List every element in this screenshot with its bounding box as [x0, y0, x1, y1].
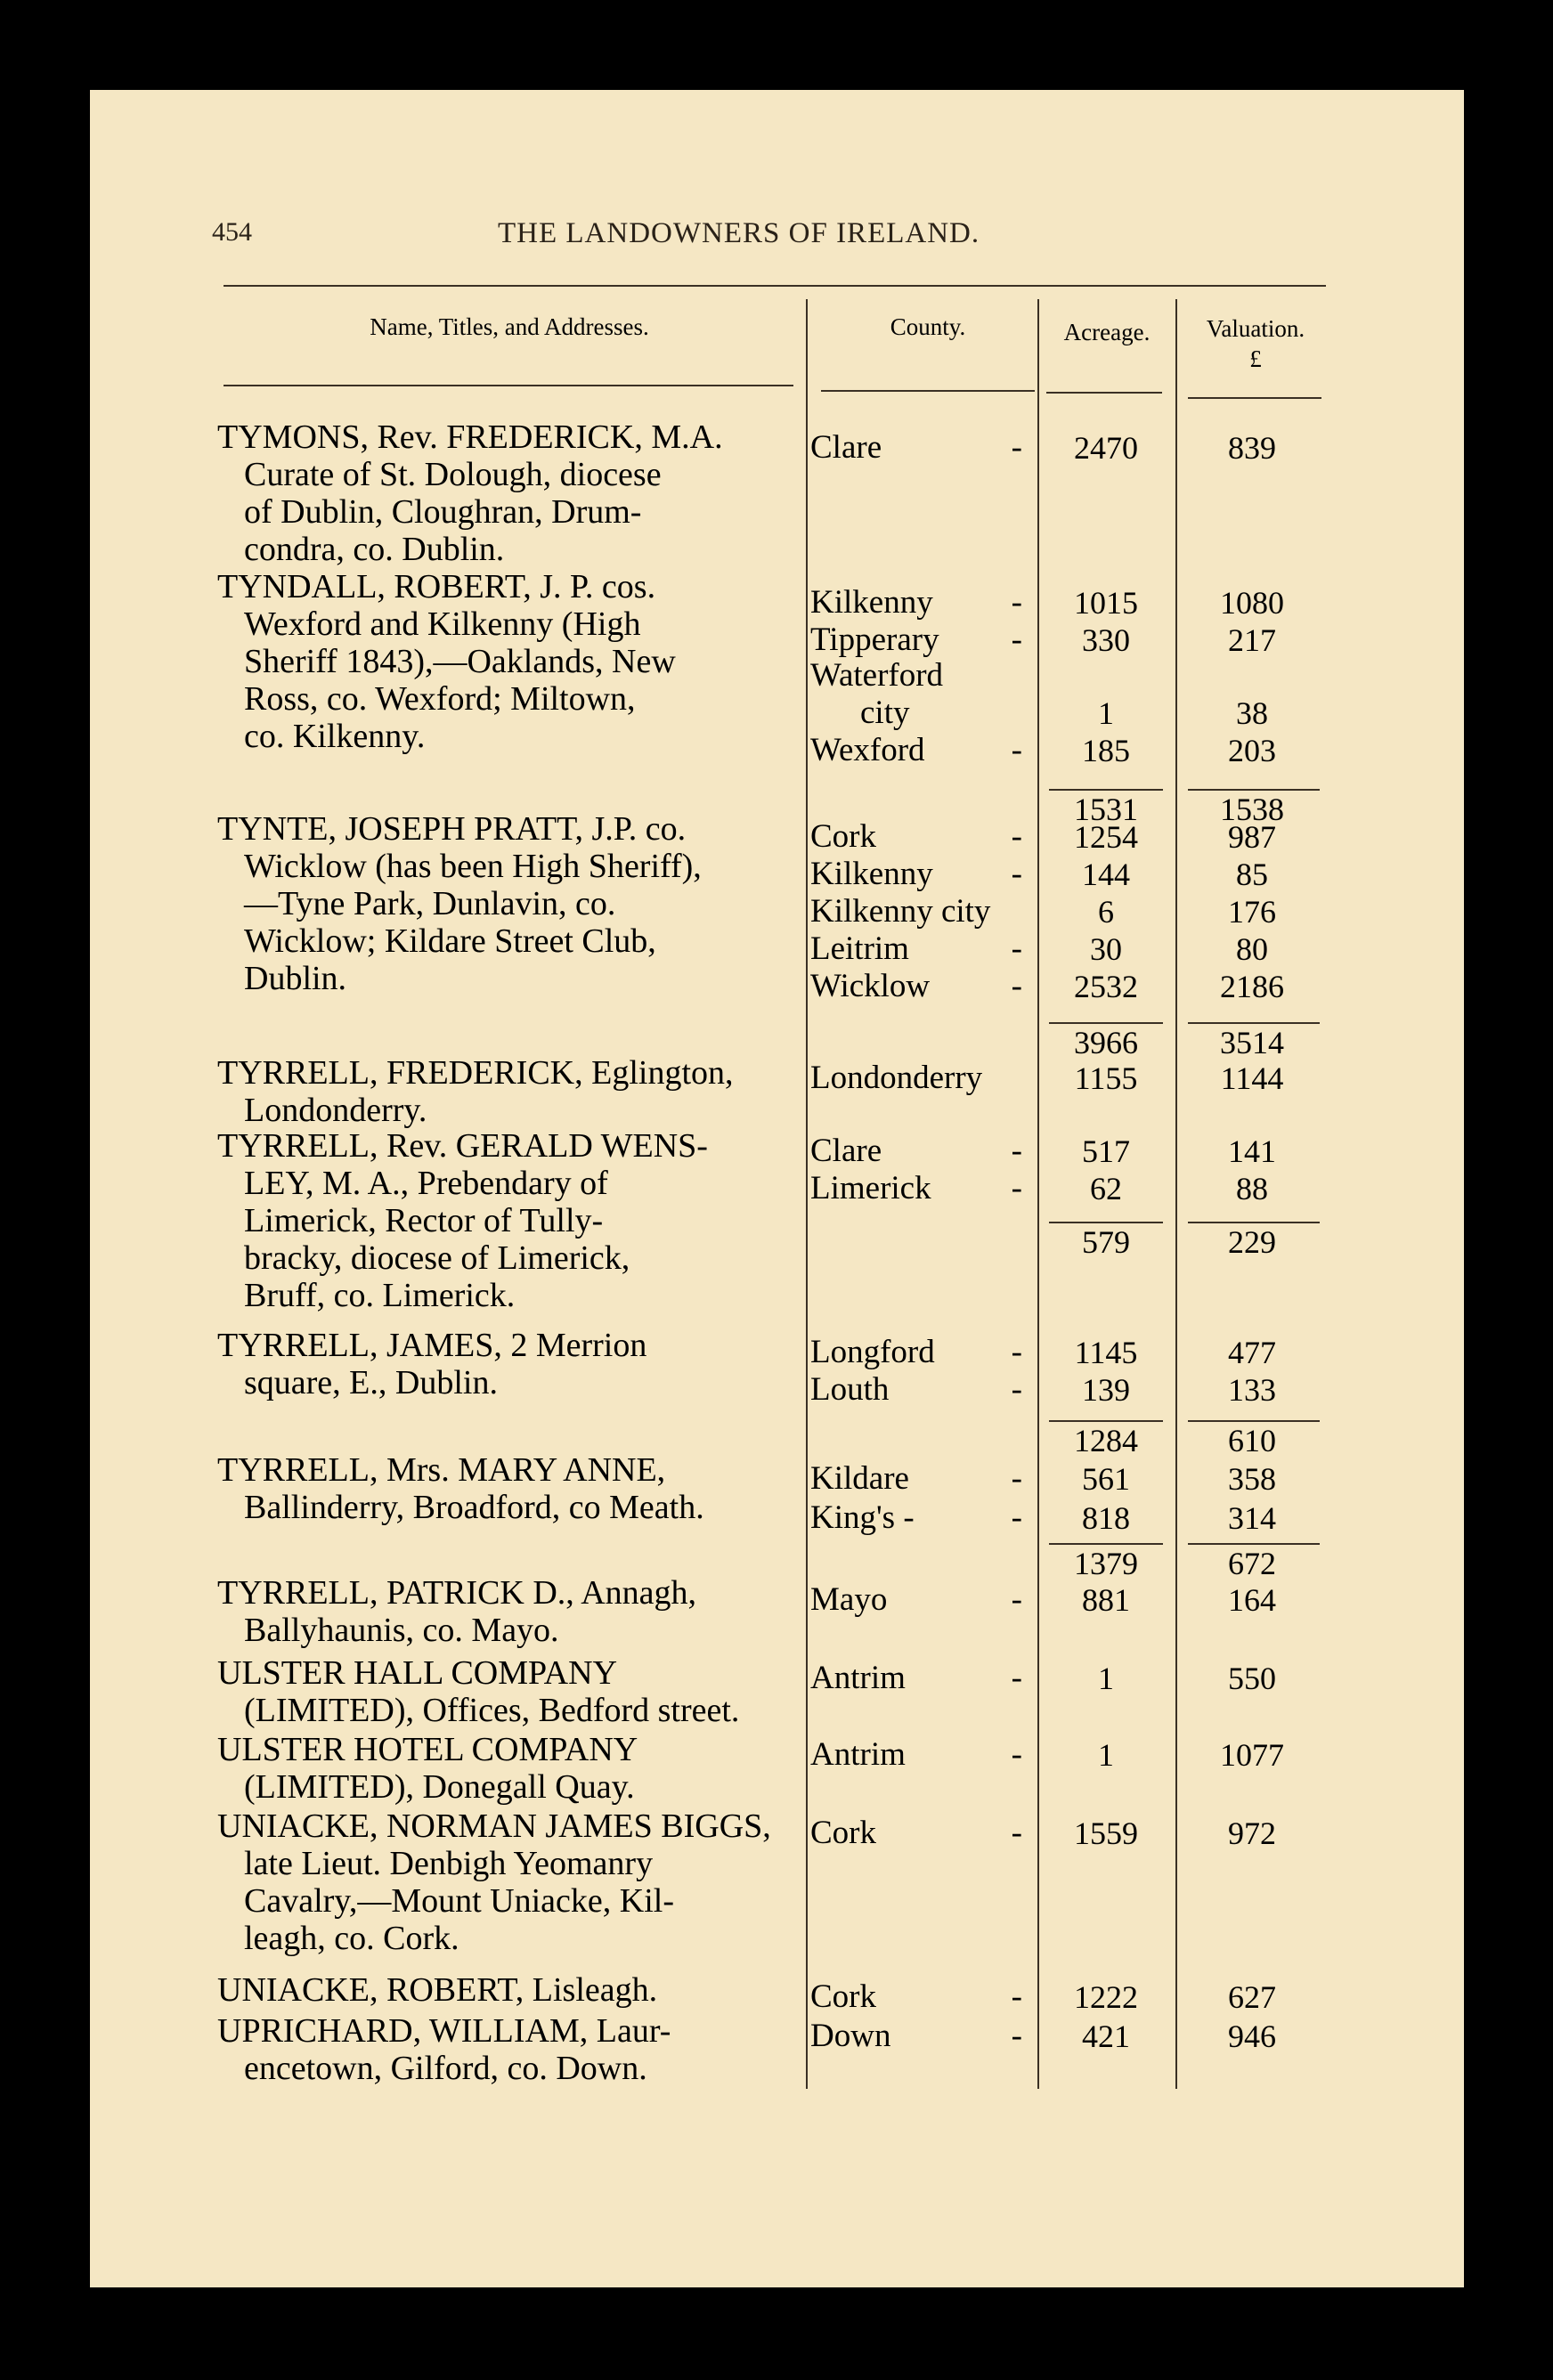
acreage-value: 1145 — [1074, 1335, 1138, 1370]
landowner-entry — [217, 418, 805, 568]
county-name: Kilkenny city — [810, 893, 991, 930]
acreage-value: 421 — [1082, 2019, 1130, 2054]
valuation-value: 1080 — [1220, 585, 1284, 621]
landowner-entry — [217, 1054, 805, 1129]
header-rule-name — [224, 385, 793, 386]
valuation-value: 2186 — [1220, 969, 1284, 1004]
table-top-rule — [224, 285, 1326, 287]
acreage-value: 139 — [1082, 1372, 1130, 1408]
landowner-entry — [217, 1574, 805, 1649]
acreage-value: 2470 — [1074, 430, 1138, 466]
entry-address-line: Wicklow (has been High Sheriff), — [244, 848, 702, 885]
county-dash: - — [1011, 856, 1022, 892]
county-cell — [810, 1815, 1033, 1852]
valuation-value: 80 — [1236, 931, 1268, 967]
acreage-value: 6 — [1098, 894, 1114, 930]
county-name: Clare — [810, 429, 882, 466]
county-cell — [810, 893, 1033, 930]
county-dash: - — [1011, 818, 1022, 855]
county-name: Mayo — [810, 1581, 888, 1618]
county-name: Cork — [810, 1978, 876, 2015]
county-cell — [810, 1499, 1033, 1537]
valuation-value: 839 — [1228, 430, 1276, 466]
county-cell — [810, 856, 1033, 893]
valuation-value: 38 — [1236, 695, 1268, 731]
valuation-value: 987 — [1228, 819, 1276, 855]
county-cell — [810, 1133, 1033, 1170]
county-dash: - — [1011, 1660, 1022, 1696]
county-cell — [810, 657, 1033, 695]
county-cell — [810, 968, 1033, 1005]
acreage-total: 3966 — [1074, 1025, 1138, 1060]
valuation-total: 1538 — [1220, 792, 1284, 827]
entry-name-line: TYRRELL, FREDERICK, Eglington, — [217, 1054, 734, 1092]
header-rule-county — [821, 390, 1035, 392]
entry-name-line: TYRRELL, Mrs. MARY ANNE, — [217, 1451, 666, 1489]
entry-address-line: —Tyne Park, Dunlavin, co. — [244, 885, 616, 922]
entry-address-line: Londonderry. — [244, 1092, 427, 1129]
county-dash: - — [1011, 1371, 1022, 1408]
county-name: Kilkenny — [810, 584, 933, 621]
county-cell — [810, 1978, 1033, 2016]
county-dash: - — [1011, 1460, 1022, 1497]
county-dash: - — [1011, 429, 1022, 466]
county-cell — [810, 584, 1033, 621]
running-title: THE LANDOWNERS OF IRELAND. — [498, 217, 980, 249]
entry-address-line: Ross, co. Wexford; Miltown, — [244, 680, 636, 718]
county-dash: - — [1011, 1133, 1022, 1169]
county-name: Antrim — [810, 1660, 906, 1696]
entry-name-line: TYNDALL, ROBERT, J. P. cos. — [217, 568, 656, 605]
county-name: Limerick — [810, 1170, 931, 1206]
county-cell — [810, 429, 1033, 467]
page-number: 454 — [212, 217, 252, 247]
county-name: Louth — [810, 1371, 890, 1408]
landowner-entry — [217, 1807, 805, 1957]
county-dash: - — [1011, 1815, 1022, 1851]
valuation-total: 3514 — [1220, 1025, 1284, 1060]
acreage-value: 2532 — [1074, 969, 1138, 1004]
county-cell — [810, 1460, 1033, 1498]
valuation-value: 627 — [1228, 1979, 1276, 2015]
valuation-value: 550 — [1228, 1661, 1276, 1696]
valuation-value: 1144 — [1220, 1060, 1284, 1096]
entry-address-line: Limerick, Rector of Tully- — [244, 1202, 604, 1239]
county-name: Waterford — [810, 657, 944, 694]
county-name: Kildare — [810, 1460, 909, 1497]
entry-address-line: Sheriff 1843),—Oaklands, New — [244, 643, 676, 680]
acreage-value: 517 — [1082, 1133, 1130, 1169]
county-dash: - — [1011, 1736, 1022, 1773]
column-divider-1 — [806, 299, 808, 2089]
valuation-total: 229 — [1228, 1224, 1276, 1260]
valuation-value: 141 — [1228, 1133, 1276, 1169]
entry-address-line: Cavalry,—Mount Uniacke, Kil- — [244, 1882, 674, 1920]
county-dash: - — [1011, 1170, 1022, 1206]
landowner-entry — [217, 1127, 805, 1314]
county-cell — [810, 818, 1033, 856]
entry-address-line: LEY, M. A., Prebendary of — [244, 1165, 608, 1202]
acreage-value: 1 — [1098, 1661, 1114, 1696]
entry-address-line: bracky, diocese of Limerick, — [244, 1239, 630, 1277]
entry-name-line: TYRRELL, JAMES, 2 Merrion — [217, 1327, 647, 1364]
valuation-label: Valuation. — [1206, 315, 1305, 342]
column-header-valuation — [1184, 313, 1327, 402]
valuation-value: 1077 — [1220, 1737, 1284, 1773]
acreage-total: 1379 — [1074, 1546, 1138, 1581]
acreage-value: 30 — [1090, 931, 1122, 967]
acreage-value: 1559 — [1074, 1815, 1138, 1851]
county-dash: - — [1011, 2018, 1022, 2054]
landowner-entry — [217, 1654, 805, 1729]
valuation-value: 88 — [1236, 1171, 1268, 1206]
valuation-value: 217 — [1228, 622, 1276, 658]
landowner-entry — [217, 2012, 805, 2087]
county-cell — [810, 1060, 1033, 1097]
county-name: Longford — [810, 1334, 935, 1370]
county-name: Cork — [810, 1815, 876, 1851]
entry-address-line: Dublin. — [244, 960, 347, 997]
valuation-value: 477 — [1228, 1335, 1276, 1370]
header-rule-valuation — [1188, 397, 1321, 399]
column-divider-2 — [1037, 299, 1039, 2089]
county-name: Wexford — [810, 732, 925, 768]
entry-address-line: Wexford and Kilkenny (High — [244, 605, 641, 643]
county-dash: - — [1011, 621, 1022, 658]
valuation-total: 610 — [1228, 1423, 1276, 1458]
entry-name-line: UNIACKE, NORMAN JAMES BIGGS, — [217, 1807, 771, 1845]
valuation-total: 672 — [1228, 1546, 1276, 1581]
county-cell — [810, 2018, 1033, 2055]
entry-name-line: UPRICHARD, WILLIAM, Laur- — [217, 2012, 671, 2050]
entry-name-line: TYNTE, JOSEPH PRATT, J.P. co. — [217, 810, 687, 848]
acreage-value: 561 — [1082, 1461, 1130, 1497]
acreage-total: 1284 — [1074, 1423, 1138, 1458]
landowner-entry — [217, 1327, 805, 1401]
county-name: Kilkenny — [810, 856, 933, 892]
county-dash: - — [1011, 584, 1022, 621]
county-name: King's - — [810, 1499, 915, 1536]
entry-address-line: (LIMITED), Offices, Bedford street. — [244, 1692, 740, 1729]
landowner-entry — [217, 1731, 805, 1806]
entry-name-line: TYRRELL, PATRICK D., Annagh, — [217, 1574, 697, 1612]
county-dash: - — [1011, 930, 1022, 967]
acreage-value: 62 — [1090, 1171, 1122, 1206]
county-cell — [810, 1371, 1033, 1409]
county-name: Antrim — [810, 1736, 906, 1773]
county-name: Londonderry — [810, 1060, 983, 1096]
county-cell — [810, 1334, 1033, 1371]
entry-address-line: Bruff, co. Limerick. — [244, 1277, 516, 1314]
entry-name-line: TYRRELL, Rev. GERALD WENS- — [217, 1127, 708, 1165]
county-dash: - — [1011, 732, 1022, 768]
entry-address-line: (LIMITED), Donegall Quay. — [244, 1768, 635, 1806]
county-name: Down — [810, 2018, 891, 2054]
entry-address-line: Ballyhaunis, co. Mayo. — [244, 1612, 559, 1649]
column-header-acreage: Acreage. — [1063, 319, 1151, 345]
entry-address-line: condra, co. Dublin. — [244, 531, 505, 568]
valuation-value: 133 — [1228, 1372, 1276, 1408]
page-header — [90, 217, 1464, 262]
valuation-unit: £ — [1249, 345, 1262, 372]
county-name: city — [860, 695, 910, 731]
entry-name-line: UNIACKE, ROBERT, Lisleagh. — [217, 1971, 658, 2009]
header-rule-acreage — [1046, 392, 1162, 394]
landowner-entry — [217, 1971, 805, 2009]
county-dash: - — [1011, 968, 1022, 1004]
entry-address-line: Ballinderry, Broadford, co Meath. — [244, 1489, 704, 1526]
county-dash: - — [1011, 1499, 1022, 1536]
entry-address-line: of Dublin, Cloughran, Drum- — [244, 493, 642, 531]
county-cell — [810, 1581, 1033, 1619]
acreage-total: 1531 — [1074, 792, 1138, 827]
entry-name-line: ULSTER HOTEL COMPANY — [217, 1731, 638, 1768]
acreage-value: 818 — [1082, 1500, 1130, 1536]
acreage-value: 1254 — [1074, 819, 1138, 855]
county-name: Wicklow — [810, 968, 931, 1004]
county-name: Cork — [810, 818, 876, 855]
valuation-value: 358 — [1228, 1461, 1276, 1497]
acreage-value: 1 — [1098, 1737, 1114, 1773]
entry-address-line: Wicklow; Kildare Street Club, — [244, 922, 656, 960]
acreage-value: 881 — [1082, 1582, 1130, 1618]
entry-name-line: ULSTER HALL COMPANY — [217, 1654, 618, 1692]
county-name: Tipperary — [810, 621, 939, 658]
column-divider-3 — [1175, 299, 1177, 2089]
entry-address-line: leagh, co. Cork. — [244, 1920, 459, 1957]
entry-address-line: late Lieut. Denbigh Yeomanry — [244, 1845, 654, 1882]
county-dash: - — [1011, 1334, 1022, 1370]
county-cell — [810, 621, 1033, 659]
acreage-value: 330 — [1082, 622, 1130, 658]
county-cell — [810, 732, 1033, 769]
valuation-value: 85 — [1236, 857, 1268, 892]
county-cell — [810, 1736, 1033, 1774]
county-cell — [810, 1170, 1033, 1207]
entry-address-line: Curate of St. Dolough, diocese — [244, 456, 662, 493]
county-cell — [810, 930, 1033, 968]
acreage-value: 1222 — [1074, 1979, 1138, 2015]
county-name: Clare — [810, 1133, 882, 1169]
column-header-county: County. — [890, 313, 966, 340]
valuation-value: 164 — [1228, 1582, 1276, 1618]
county-cell — [810, 1660, 1033, 1697]
landowner-entry — [217, 810, 805, 997]
acreage-value: 1015 — [1074, 585, 1138, 621]
entry-address-line: encetown, Gilford, co. Down. — [244, 2050, 647, 2087]
valuation-value: 176 — [1228, 894, 1276, 930]
landowner-entry — [217, 1451, 805, 1526]
county-cell — [810, 695, 1033, 732]
acreage-total: 579 — [1082, 1224, 1130, 1260]
valuation-value: 972 — [1228, 1815, 1276, 1851]
valuation-value: 946 — [1228, 2019, 1276, 2054]
entry-address-line: co. Kilkenny. — [244, 718, 426, 755]
acreage-value: 185 — [1082, 733, 1130, 768]
county-name: Leitrim — [810, 930, 909, 967]
entry-address-line: square, E., Dublin. — [244, 1364, 498, 1401]
county-dash: - — [1011, 1978, 1022, 2015]
valuation-value: 314 — [1228, 1500, 1276, 1536]
acreage-value: 1 — [1098, 695, 1114, 731]
county-dash: - — [1011, 1581, 1022, 1618]
valuation-value: 203 — [1228, 733, 1276, 768]
acreage-value: 144 — [1082, 857, 1130, 892]
entry-name-line: TYMONS, Rev. FREDERICK, M.A. — [217, 418, 723, 456]
landowner-entry — [217, 568, 805, 755]
column-header-name: Name, Titles, and Addresses. — [370, 313, 649, 340]
acreage-value: 1155 — [1074, 1060, 1138, 1096]
